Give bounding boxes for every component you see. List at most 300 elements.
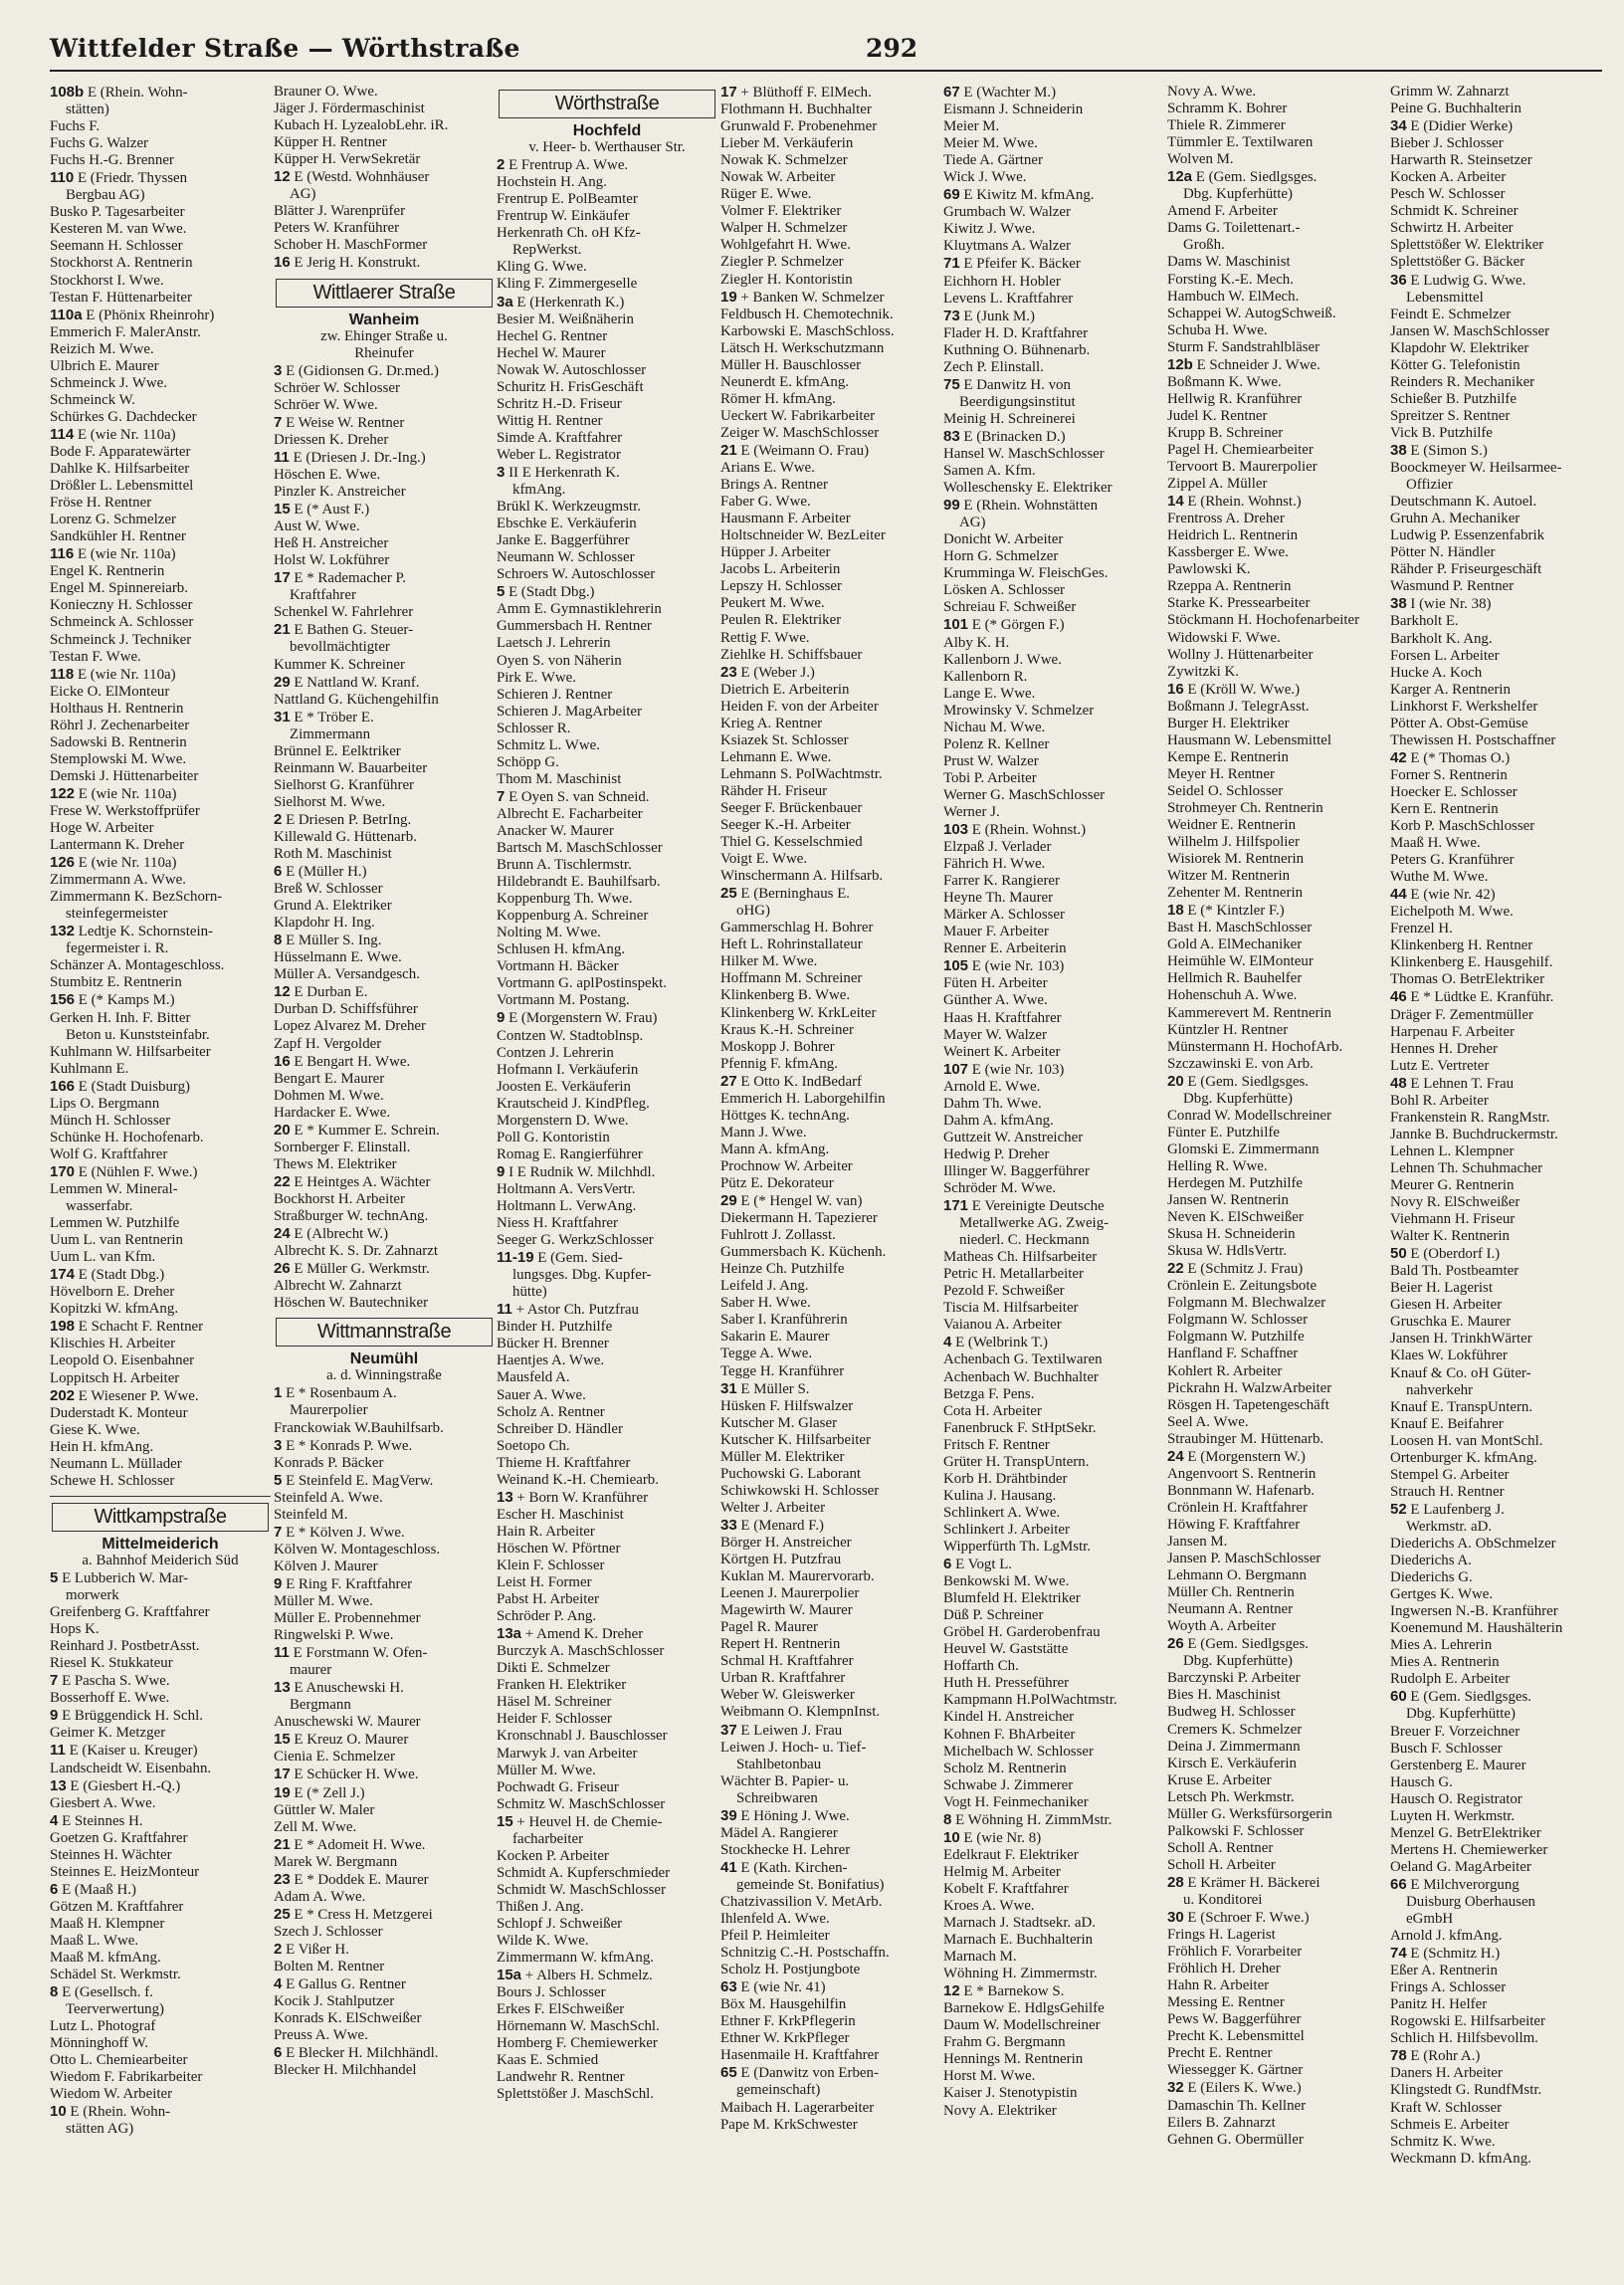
- entry-text: Kiwitz J. Wwe.: [943, 221, 1036, 238]
- entry-text: Nowak K. Schmelzer: [720, 152, 848, 169]
- entry-text: Kaiser J. Stenotypistin: [943, 2085, 1078, 2102]
- directory-entry: [497, 2035, 717, 2052]
- entry-text: Heider F. Schlosser: [497, 1711, 612, 1728]
- directory-entry: [1167, 1584, 1388, 1601]
- directory-entry: [1167, 766, 1388, 783]
- entry-text: Repert H. Rentnerin: [720, 1636, 841, 1653]
- entry-text: Peulen R. Elektriker: [720, 612, 842, 629]
- entry-text: Kroes A. Wwe.: [943, 1897, 1035, 1914]
- directory-entry: [943, 1317, 1164, 1334]
- entry-text: Eismann J. Schneiderin: [943, 102, 1084, 118]
- entry-text: Kölven W. Montageschloss.: [274, 1541, 441, 1558]
- directory-entry: [50, 1812, 271, 1830]
- directory-entry: [1167, 272, 1388, 289]
- entry-continuation: [720, 903, 941, 920]
- directory-entry: [50, 649, 271, 666]
- entry-text: Koenemund M. Haushälterin: [1390, 1620, 1563, 1637]
- entry-text: Gold A. ElMechaniker: [1167, 936, 1303, 953]
- entry-text: Leifeld J. Ang.: [720, 1278, 809, 1295]
- entry-text: Pape M. KrkSchwester: [720, 2116, 858, 2133]
- entry-text: Horst M. Wwe.: [943, 2068, 1036, 2085]
- entry-text: Hanfland F. Schaffner: [1167, 1346, 1299, 1362]
- directory-entry: [1390, 1467, 1611, 1484]
- entry-continuation: [274, 727, 495, 743]
- entry-text: Pews W. Baggerführer: [1167, 2011, 1302, 2028]
- entry-text: Küpper H. Rentner: [274, 134, 387, 151]
- entry-text: Heß H. Anstreicher: [274, 535, 389, 552]
- directory-entry: [943, 376, 1164, 394]
- directory-entry: [720, 1807, 941, 1825]
- directory-entry: [720, 1329, 941, 1346]
- directory-entry: [1167, 134, 1388, 151]
- entry-text: Mädel A. Rangierer: [720, 1824, 838, 1841]
- directory-entry: [720, 374, 941, 391]
- street-location-note: a. Bahnhof Meiderich Süd: [82, 1552, 239, 1568]
- entry-text: Hildebrandt E. Bauhilfsarb.: [497, 874, 661, 891]
- directory-entry: [274, 1071, 495, 1088]
- entry-text: Blecker H. Milchhandel: [274, 2062, 417, 2079]
- entry-text: Conrad W. Modellschreiner: [1167, 1107, 1332, 1124]
- entry-text: Boßmann J. TelegrAsst.: [1167, 698, 1310, 715]
- entry-text: Frese W. Werkstoffprüfer: [50, 802, 200, 819]
- entry-text: Rudolph E. Arbeiter: [1390, 1671, 1511, 1688]
- entry-text: Neumann A. Rentner: [1167, 1601, 1294, 1618]
- entry-text: Stumbitz E. Rentnerin: [50, 974, 182, 991]
- entry-text: Jannke B. Buchdruckermstr.: [1390, 1126, 1558, 1142]
- directory-entry: [1167, 817, 1388, 834]
- directory-entry: [720, 612, 941, 629]
- directory-entry: [1390, 1211, 1611, 1228]
- entry-text: Rüger E. Wwe.: [720, 186, 812, 203]
- entry-text: Judel K. Rentner: [1167, 407, 1268, 424]
- directory-entry: [1167, 1909, 1388, 1927]
- directory-entry: [943, 446, 1164, 463]
- directory-entry: [497, 516, 717, 532]
- directory-entry: [1167, 1874, 1388, 1892]
- entry-continuation: [1390, 1382, 1611, 1399]
- directory-entry: [274, 1140, 495, 1156]
- directory-entry: [50, 1232, 271, 1249]
- entry-text: E (Weber J.): [740, 664, 815, 681]
- directory-entry: [943, 1556, 1164, 1573]
- directory-entry: [1167, 834, 1388, 851]
- directory-entry: [1390, 1433, 1611, 1450]
- directory-entry: [497, 1352, 717, 1369]
- entry-text: Fährich H. Wwe.: [943, 856, 1046, 873]
- directory-entry: [1167, 868, 1388, 885]
- entry-text: Wolf G. Kraftfahrer: [50, 1145, 168, 1162]
- entry-text: Ledtje K. Schornstein-: [78, 924, 213, 940]
- directory-entry: [497, 413, 717, 430]
- directory-entry: [1390, 699, 1611, 716]
- entry-text: + Blüthoff F. ElMech.: [740, 85, 872, 101]
- directory-entry: [1390, 254, 1611, 271]
- directory-entry: [943, 1727, 1164, 1744]
- directory-entry: [943, 1607, 1164, 1624]
- house-number: 3: [274, 361, 283, 379]
- directory-entry: [1390, 1724, 1611, 1741]
- house-number: 2: [497, 156, 506, 174]
- entry-text: Höwing F. Kraftfahrer: [1167, 1516, 1301, 1533]
- entry-text: Eichhorn H. Hobler: [943, 273, 1061, 290]
- directory-entry: [50, 1777, 271, 1795]
- directory-entry: [943, 2034, 1164, 2051]
- directory-entry: [497, 276, 717, 293]
- entry-text: Skusa H. Schneiderin: [1167, 1226, 1296, 1243]
- directory-entry: [943, 1932, 1164, 1949]
- entry-text: Schieren J. Rentner: [497, 686, 613, 703]
- house-number: 3: [497, 463, 506, 481]
- directory-entry: [1167, 612, 1388, 629]
- directory-entry: [50, 684, 271, 701]
- entry-text: Uum L. van Kfm.: [50, 1249, 156, 1266]
- house-number: 24: [274, 1225, 291, 1243]
- entry-text: E Kiwitz M. kfmAng.: [963, 187, 1095, 204]
- entry-text: E Blecker H. Milchhändl.: [286, 2045, 439, 2062]
- directory-entry: [943, 1692, 1164, 1709]
- directory-entry: [497, 1813, 717, 1831]
- house-number: 101: [943, 616, 969, 634]
- entry-text: Hoffarth Ch.: [943, 1658, 1019, 1675]
- directory-entry: [274, 2062, 495, 2079]
- directory-entry: [720, 1687, 941, 1704]
- directory-entry: [943, 1624, 1164, 1641]
- house-number: 69: [943, 186, 960, 204]
- entry-text: E Ring F. Kraftfahrer: [286, 1575, 413, 1592]
- directory-entry: [1167, 84, 1388, 101]
- entry-text: Konrads P. Bäcker: [274, 1454, 384, 1471]
- entry-continuation: [50, 102, 271, 118]
- entry-text: Kallenborn R.: [943, 668, 1028, 685]
- directory-entry: [943, 2085, 1164, 2102]
- entry-text: Dbg. Kupferhütte): [1406, 1706, 1516, 1723]
- directory-entry: [1167, 783, 1388, 800]
- directory-entry: [274, 1507, 495, 1524]
- entry-text: Dräger F. Zementmüller: [1390, 1006, 1533, 1023]
- entry-text: Zapf H. Vergolder: [274, 1035, 382, 1052]
- entry-text: Peters G. Kranführer: [1390, 852, 1515, 869]
- directory-entry: [1167, 1635, 1388, 1653]
- entry-text: Schlinkert J. Arbeiter: [943, 1521, 1070, 1538]
- directory-entry: [497, 1779, 717, 1796]
- directory-entry: [943, 839, 1164, 856]
- directory-entry: [943, 1658, 1164, 1675]
- directory-entry: [943, 635, 1164, 652]
- entry-text: Diekermann H. Tapezierer: [720, 1210, 878, 1227]
- directory-entry: [497, 430, 717, 447]
- entry-text: Metallwerke AG. Zweig-: [959, 1215, 1110, 1232]
- house-number: 28: [1167, 1873, 1184, 1891]
- directory-entry: [720, 630, 941, 647]
- entry-text: Pfeil P. Heimleiter: [720, 1928, 830, 1945]
- directory-entry: [497, 1625, 717, 1643]
- directory-entry: [274, 1784, 495, 1802]
- entry-text: Mausfeld A.: [497, 1369, 570, 1386]
- directory-entry: [943, 1061, 1164, 1079]
- directory-entry: [720, 186, 941, 203]
- directory-entry: [943, 1096, 1164, 1113]
- directory-entry: [943, 873, 1164, 890]
- house-number: 25: [274, 1905, 291, 1923]
- entry-text: Kölven J. Maurer: [274, 1558, 378, 1574]
- house-number: 29: [274, 673, 291, 691]
- directory-entry: [497, 1130, 717, 1146]
- entry-text: E Kreuz O. Maurer: [294, 1732, 409, 1749]
- house-number: 60: [1390, 1688, 1407, 1706]
- directory-entry: [943, 1044, 1164, 1061]
- directory-entry: [497, 992, 717, 1009]
- entry-text: Arians E. Wwe.: [720, 460, 815, 477]
- entry-text: Lutz E. Vertreter: [1390, 1057, 1490, 1074]
- entry-continuation: [497, 242, 717, 259]
- entry-text: Voigt E. Wwe.: [720, 851, 808, 868]
- directory-entry: [720, 1261, 941, 1278]
- entry-text: Schuritz H. FrisGeschäft: [497, 378, 644, 395]
- house-number: 75: [943, 375, 960, 393]
- directory-entry: [720, 1962, 941, 1978]
- directory-entry: [497, 941, 717, 958]
- directory-entry: [1167, 254, 1388, 271]
- directory-entry: [497, 1694, 717, 1711]
- entry-text: Klinkenberg B. Wwe.: [720, 987, 851, 1004]
- entry-text: Damaschin Th. Kellner: [1167, 2097, 1307, 2114]
- entry-text: Kammerevert M. Rentnerin: [1167, 1004, 1331, 1021]
- entry-text: Bonnmann W. Hafenarb.: [1167, 1482, 1316, 1499]
- entry-text: Kirsch E. Verkäuferin: [1167, 1755, 1297, 1771]
- entry-text: Schröer W. Wwe.: [274, 396, 378, 413]
- directory-entry: [497, 1711, 717, 1728]
- entry-text: Tümmler E. Textilwaren: [1167, 134, 1314, 151]
- directory-entry: [720, 237, 941, 254]
- house-number: 4: [943, 1334, 952, 1351]
- house-number: 3: [274, 1436, 283, 1454]
- entry-text: Brings A. Rentner: [720, 477, 828, 494]
- directory-entry: [50, 1352, 271, 1369]
- entry-text: Lemmen W. Putzhilfe: [50, 1215, 180, 1232]
- directory-entry: [1167, 2079, 1388, 2097]
- entry-text: Lehmann S. PolWachtmstr.: [720, 765, 883, 782]
- entry-text: Höschen E. Wwe.: [274, 466, 381, 483]
- entry-text: Magewirth W. Maurer: [720, 1602, 853, 1619]
- directory-entry: [1167, 117, 1388, 134]
- entry-text: Schlusen H. kfmAng.: [497, 941, 626, 958]
- directory-entry: [1390, 1758, 1611, 1774]
- entry-text: E (Phönix Rheinrohr): [86, 307, 215, 323]
- entry-text: AG): [959, 515, 986, 531]
- entry-text: Rähder H. Friseur: [720, 782, 828, 799]
- directory-entry: [274, 1871, 495, 1889]
- directory-entry: [1390, 1160, 1611, 1177]
- entry-text: Schmeinck J. Wwe.: [50, 374, 167, 391]
- entry-text: Saber I. Kranführerin: [720, 1312, 848, 1329]
- directory-entry: [274, 1854, 495, 1871]
- directory-entry: [497, 1387, 717, 1404]
- directory-entry: [720, 716, 941, 732]
- entry-text: Sornberger F. Elinstall.: [274, 1139, 411, 1155]
- directory-entry: [943, 1027, 1164, 1044]
- entry-continuation: [274, 639, 495, 656]
- entry-continuation: [50, 1587, 271, 1604]
- entry-text: Durban D. Schiffsführer: [274, 1001, 418, 1018]
- house-number: 6: [50, 1880, 59, 1898]
- directory-entry: [720, 953, 941, 970]
- directory-entry: [50, 991, 271, 1009]
- entry-text: E (wie Nr. 41): [740, 1979, 826, 1996]
- entry-text: Kuthning O. Bühnenarb.: [943, 341, 1091, 358]
- directory-entry: [497, 1899, 717, 1916]
- entry-text: E (* Görgen F.): [971, 617, 1065, 634]
- entry-text: Petric H. Metallarbeiter: [943, 1266, 1084, 1283]
- entry-text: Walper H. Schmelzer: [720, 220, 848, 237]
- entry-text: Dahlke K. Hilfsarbeiter: [50, 461, 190, 478]
- directory-entry: [274, 794, 495, 811]
- directory-entry: [1390, 1808, 1611, 1825]
- directory-entry: [1167, 101, 1388, 117]
- entry-text: Weinand K.-H. Chemiearb.: [497, 1471, 659, 1488]
- entry-text: Hilker M. Wwe.: [720, 953, 818, 970]
- directory-entry: [1167, 595, 1388, 612]
- directory-entry: [720, 1363, 941, 1380]
- directory-entry: [274, 1455, 495, 1472]
- directory-entry: [1390, 186, 1611, 203]
- directory-entry: [943, 1864, 1164, 1881]
- directory-entry: [274, 1610, 495, 1627]
- directory-entry: [50, 820, 271, 837]
- directory-entry: [943, 428, 1164, 446]
- district-heading: Neumühl: [349, 1350, 419, 1368]
- directory-entry: [1390, 749, 1611, 767]
- entry-text: Emmerich H. Laborgehilfin: [720, 1090, 886, 1107]
- directory-entry: [497, 362, 717, 379]
- directory-entry: [943, 992, 1164, 1009]
- directory-entry: [1167, 1022, 1388, 1039]
- directory-entry: [943, 686, 1164, 703]
- entry-text: Reinhard J. PostbetrAsst.: [50, 1638, 200, 1655]
- directory-entry: [497, 908, 717, 925]
- entry-text: Kuhlmann W. Hilfsarbeiter: [50, 1043, 211, 1060]
- entry-text: Ksiazek St. Schlosser: [720, 731, 849, 748]
- directory-entry: [274, 1941, 495, 1959]
- directory-entry: [943, 1334, 1164, 1351]
- entry-text: E Oyen S. van Schneid.: [508, 788, 650, 805]
- directory-entry: [1390, 460, 1611, 477]
- directory-entry: [274, 709, 495, 727]
- entry-text: Kluytmans A. Walzer: [943, 238, 1071, 255]
- directory-entry: [50, 1881, 271, 1899]
- entry-text: Hambuch W. ElMech.: [1167, 288, 1300, 305]
- entry-text: Holst W. Lokführer: [274, 552, 390, 569]
- house-number: 19: [274, 1783, 291, 1801]
- directory-entry: [497, 1507, 717, 1524]
- house-number: 5: [274, 1471, 283, 1489]
- section-divider: [50, 1496, 271, 1497]
- entry-text: Matheas Ch. Hilfsarbeiter: [943, 1249, 1098, 1266]
- entry-text: E * Konrads P. Wwe.: [286, 1437, 413, 1454]
- entry-text: Duderstadt K. Monteur: [50, 1404, 188, 1421]
- entry-text: Heyne Th. Maurer: [943, 890, 1054, 907]
- entry-text: Bengart E. Maurer: [274, 1070, 385, 1087]
- entry-text: Adam A. Wwe.: [274, 1888, 366, 1905]
- directory-entry: [1167, 168, 1388, 186]
- entry-text: Pötter A. Obst-Gemüse: [1390, 715, 1528, 731]
- directory-entry: [720, 1842, 941, 1859]
- entry-text: E Heintges A. Wächter: [294, 1173, 431, 1190]
- entry-text: Teerverwertung): [66, 2001, 164, 2018]
- directory-entry: [274, 1836, 495, 1854]
- directory-entry: [50, 1967, 271, 1983]
- entry-text: Klinkenberg W. KrkLeiter: [720, 1004, 877, 1021]
- directory-entry: [274, 1472, 495, 1490]
- entry-text: Schöpp G.: [497, 753, 559, 770]
- directory-entry: [720, 254, 941, 271]
- directory-entry: [720, 1175, 941, 1192]
- entry-text: Thews M. Elektriker: [274, 1155, 397, 1172]
- entry-text: Straubinger M. Hüttenarb.: [1167, 1430, 1324, 1447]
- house-number: 114: [50, 425, 75, 443]
- entry-text: Kobelt F. Kraftfahrer: [943, 1880, 1069, 1897]
- entry-text: Boockmeyer W. Heilsarmee-: [1390, 460, 1562, 477]
- directory-entry: [1167, 851, 1388, 868]
- entry-text: Kallenborn J. Wwe.: [943, 651, 1062, 668]
- directory-entry: [50, 358, 271, 375]
- directory-entry: [943, 204, 1164, 221]
- directory-entry: [720, 2064, 941, 2082]
- entry-continuation: [50, 187, 271, 204]
- entry-text: E (wie Nr. 110a): [78, 855, 177, 872]
- entry-text: Mertens H. Chemiewerker: [1390, 1841, 1548, 1858]
- entry-text: E Milchverorgung: [1410, 1876, 1520, 1893]
- directory-entry: [50, 1249, 271, 1266]
- directory-entry: [1167, 339, 1388, 356]
- directory-entry: [1167, 544, 1388, 561]
- entry-text: E (Kaiser u. Kreuger): [69, 1743, 198, 1760]
- directory-entry: [274, 1575, 495, 1593]
- directory-entry: [1167, 1363, 1388, 1380]
- entry-text: Schenkel W. Fahrlehrer: [274, 604, 414, 621]
- entry-text: Wiedom F. Fabrikarbeiter: [50, 2069, 203, 2086]
- directory-entry: [497, 1933, 717, 1950]
- entry-text: Leist H. Former: [497, 1574, 592, 1591]
- directory-entry: [1390, 937, 1611, 954]
- directory-entry: [720, 732, 941, 749]
- directory-entry: [497, 2086, 717, 2103]
- entry-text: gemeinschaft): [736, 2082, 821, 2099]
- directory-entry: [50, 1473, 271, 1490]
- directory-entry: [50, 84, 271, 102]
- entry-text: Breß W. Schlosser: [274, 881, 383, 898]
- directory-entry: [1390, 1348, 1611, 1364]
- house-number: 107: [943, 1060, 969, 1078]
- directory-entry: [497, 1249, 717, 1267]
- entry-continuation: [1167, 1091, 1388, 1108]
- entry-text: Schroers W. Autoschlosser: [497, 566, 656, 583]
- directory-entry: [497, 670, 717, 687]
- directory-entry: [1167, 1431, 1388, 1448]
- directory-entry: [1167, 1209, 1388, 1226]
- entry-text: Hellmich R. Bauhelfer: [1167, 970, 1303, 987]
- entry-text: Wohlgefahrt H. Wwe.: [720, 237, 851, 254]
- directory-entry: [720, 1056, 941, 1073]
- entry-text: Lips O. Bergmann: [50, 1095, 160, 1112]
- directory-entry: [1390, 340, 1611, 357]
- directory-columns: [50, 84, 1602, 2273]
- directory-entry: [274, 1018, 495, 1035]
- directory-entry: [274, 1384, 495, 1402]
- directory-entry: [720, 936, 941, 953]
- entry-text: E (Rhein. Wohn-: [87, 85, 188, 101]
- entry-text: Folgmann M. Blechwalzer: [1167, 1295, 1326, 1312]
- directory-entry: [50, 1621, 271, 1638]
